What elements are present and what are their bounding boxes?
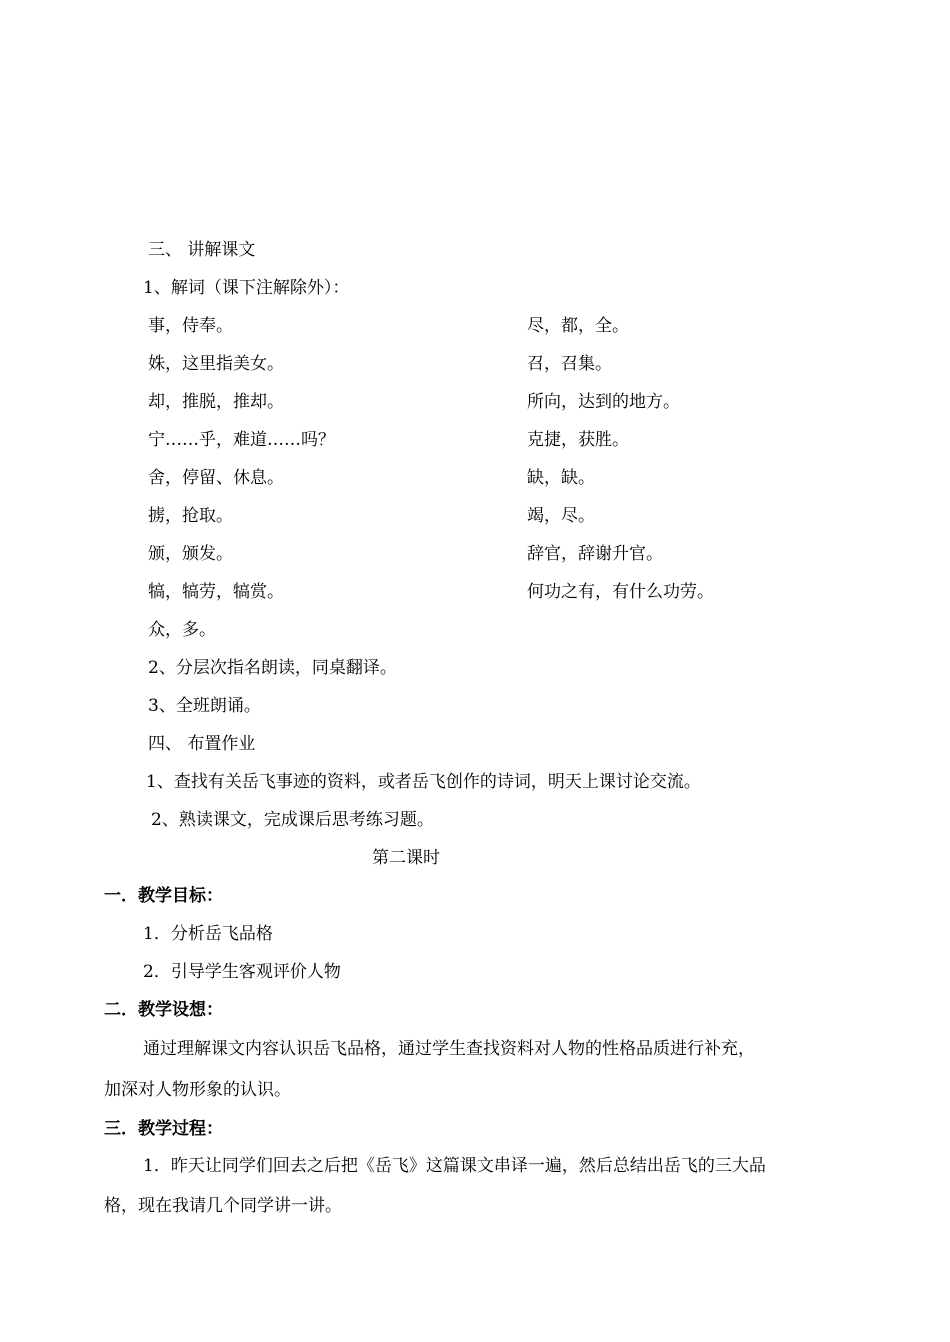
section4-item1: 1、查找有关岳飞事迹的资料，或者岳飞创作的诗词，明天上课讨论交流。	[146, 772, 701, 792]
design-heading: 二．教学设想：	[104, 1000, 223, 1020]
vocab-left-2: 却，推脱，推却。	[148, 392, 284, 412]
section4-item2: 2、熟读课文，完成课后思考练习题。	[151, 810, 434, 830]
goals-heading: 一．教学目标：	[104, 886, 223, 906]
vocab-left-4: 舍，停留、休息。	[148, 468, 284, 488]
lesson2-title: 第二课时	[372, 848, 440, 868]
section3-item3: 3、全班朗诵。	[148, 696, 261, 716]
design-paragraph-line1: 通过理解课文内容认识岳飞品格，通过学生查找资料对人物的性格品质进行补充，	[143, 1039, 755, 1059]
vocab-left-8: 众，多。	[148, 620, 216, 640]
goals-item-2: 2．引导学生客观评价人物	[143, 962, 341, 982]
vocab-left-0: 事，侍奉。	[148, 316, 233, 336]
section4-heading: 四、 布置作业	[148, 734, 256, 754]
vocab-right-5: 竭，尽。	[527, 506, 595, 526]
vocab-right-6: 辞官，辞谢升官。	[527, 544, 663, 564]
vocab-left-1: 姝，这里指美女。	[148, 354, 284, 374]
process-paragraph-line1: 1．昨天让同学们回去之后把《岳飞》这篇课文串译一遍，然后总结出岳飞的三大品	[143, 1156, 766, 1176]
design-paragraph-line2: 加深对人物形象的认识。	[104, 1080, 291, 1100]
vocab-right-0: 尽，都，全。	[527, 316, 629, 336]
vocab-left-7: 犒，犒劳，犒赏。	[148, 582, 284, 602]
vocab-right-4: 缺，缺。	[527, 468, 595, 488]
vocab-left-5: 掳，抢取。	[148, 506, 233, 526]
vocab-left-6: 颁，颁发。	[148, 544, 233, 564]
section3-heading: 三、 讲解课文	[148, 240, 256, 260]
goals-item-1: 1．分析岳飞品格	[143, 924, 273, 944]
vocab-right-3: 克捷，获胜。	[527, 430, 629, 450]
process-heading: 三．教学过程：	[104, 1119, 223, 1139]
vocab-left-3: 宁……乎，难道……吗？	[148, 430, 335, 450]
vocab-right-1: 召，召集。	[527, 354, 612, 374]
vocab-right-7: 何功之有，有什么功劳。	[527, 582, 714, 602]
vocab-right-2: 所向，达到的地方。	[527, 392, 680, 412]
section3-item1: 1、解词（课下注解除外）：	[143, 278, 350, 298]
section3-item2: 2、分层次指名朗读，同桌翻译。	[148, 658, 397, 678]
process-paragraph-line2: 格，现在我请几个同学讲一讲。	[104, 1196, 342, 1216]
